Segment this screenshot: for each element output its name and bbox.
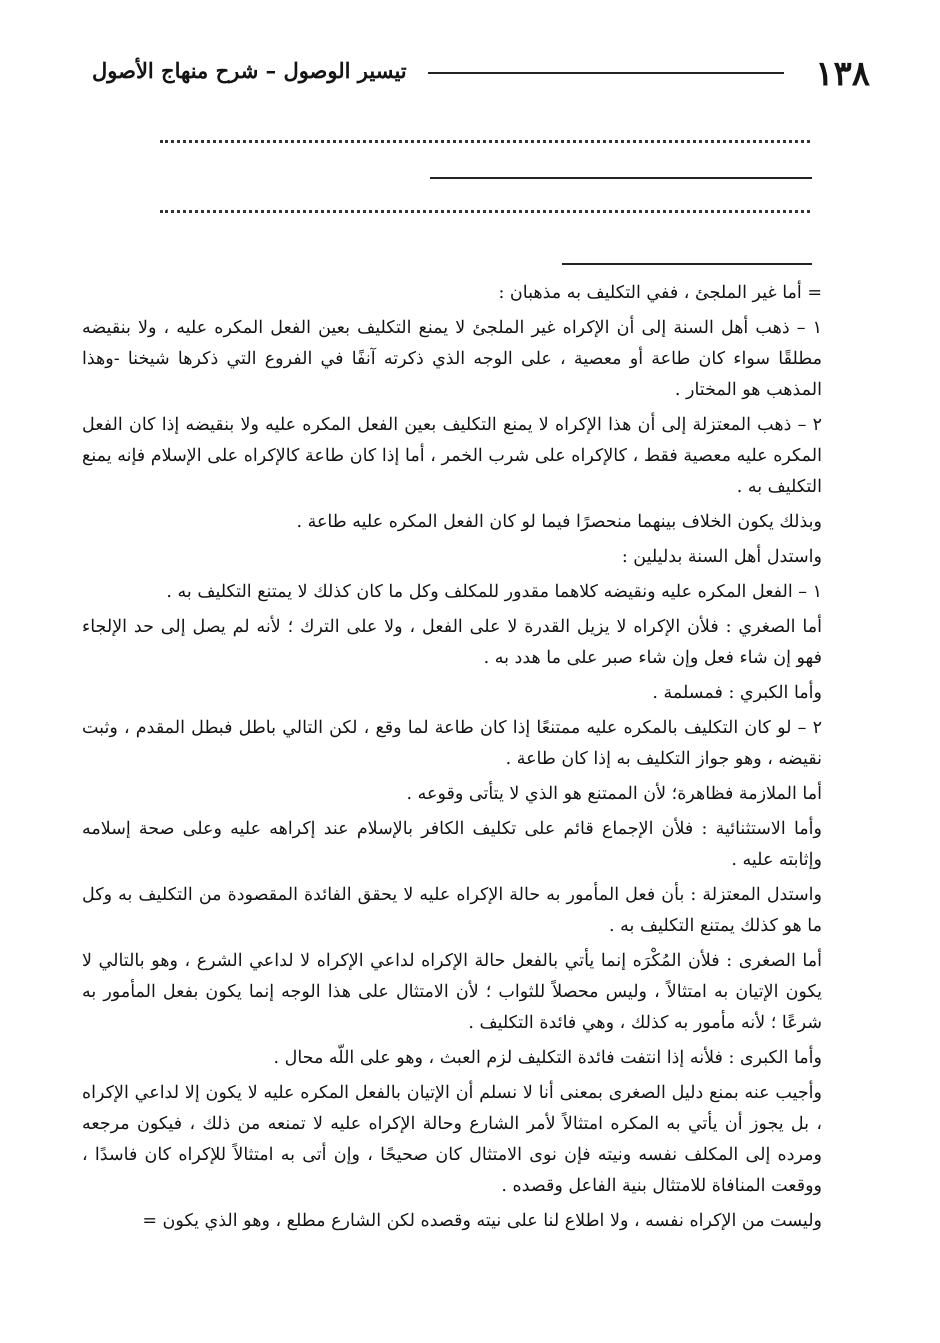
running-title: تيسير الوصول – شرح منهاج الأصول bbox=[92, 58, 407, 83]
footnote-separator bbox=[562, 263, 812, 265]
section-rule-1 bbox=[430, 177, 812, 179]
paragraph: وبذلك يكون الخلاف بينهما منحصرًا فيما لو كان الفعل المكره عليه طاعة . bbox=[296, 512, 822, 532]
paragraph: وأجيب عنه بمنع دليل الصغرى بمعنى أنا لا نسلم أن الإتيان بالفعل المكره عليه لا يكون إلا لداعي الإكراه ، بل يجوز أن يأتي به المكره امتثالاً لأمر الشارع وحالة الإكراه عليه لا تمنعه من ذلك ، فيكون مرجعه ومرده إلى المكلف نفسه ونيته فإن نوى الامتثال كان صحيحًا ، وإن أتى به امتثالاً للإكراه كان فاسدًا ، ووقعت المنافاة للامتثال بنية الفاعل وقصده . bbox=[82, 1083, 822, 1196]
paragraph: ٢ – لو كان التكليف بالمكره عليه ممتنعًا إذا كان طاعة لما وقع ، لكن التالي باطل فبطل المقدم ، وثبت نقيضه ، وهو جواز التكليف به إذا كان طاعة . bbox=[82, 718, 822, 769]
paragraph: = أما غير الملجئ ، ففي التكليف به مذهبان : bbox=[498, 283, 822, 303]
paragraph: أما الملازمة فظاهرة؛ لأن الممتنع هو الذي لا يتأتى وقوعه . bbox=[406, 784, 822, 804]
paragraph: ١ – الفعل المكره عليه ونقيضه كلاهما مقدور للمكلف وكل ما كان كذلك لا يمتنع التكليف به . bbox=[166, 582, 822, 602]
dotted-placeholder-line-2 bbox=[160, 210, 810, 213]
paragraph: وأما الكبري : فمسلمة . bbox=[652, 683, 822, 703]
paragraph: ١ – ذهب أهل السنة إلى أن الإكراه غير الملجئ لا يمنع التكليف بعين الفعل المكره عليه ، ولا بنقيضه مطلقًا سواء كان طاعة أو معصية ، على الوجه الذي ذكرته آنفًا في الفروع التي ذكرها شيخنا -وهذا المذهب هو المختار . bbox=[82, 318, 822, 400]
header-rule bbox=[428, 72, 784, 74]
paragraph: واستدل أهل السنة بدليلين : bbox=[621, 547, 822, 567]
page-number: ١٣٨ bbox=[815, 54, 870, 94]
dotted-placeholder-line-1 bbox=[160, 140, 810, 143]
paragraph: أما الصغري : فلأن الإكراه لا يزيل القدرة لا على الفعل ، ولا على الترك ؛ لأنه لم يصل إلى حد الإلجاء فهو إن شاء فعل وإن شاء صبر على ما هدد به . bbox=[82, 617, 822, 668]
paragraph: وأما الكبرى : فلأنه إذا انتفت فائدة التكليف لزم العبث ، وهو على اللّه محال . bbox=[273, 1048, 822, 1068]
footnote-text bbox=[82, 278, 822, 1241]
paragraph: واستدل المعتزلة : بأن فعل المأمور به حالة الإكراه عليه لا يحقق الفائدة المقصودة من التكليف به وكل ما هو كذلك يمتنع التكليف به . bbox=[82, 885, 822, 936]
paragraph: ٢ – ذهب المعتزلة إلى أن هذا الإكراه لا يمنع التكليف بعين الفعل المكره عليه ولا بنقيضه إذا كان الفعل المكره عليه معصية فقط ، كالإكراه على شرب الخمر ، أما إذا كان طاعة كالإكراه على الإسلام فإنه يمنع التكليف به . bbox=[82, 415, 822, 497]
paragraph: وليست من الإكراه نفسه ، ولا اطلاع لنا على نيته وقصده لكن الشارع مطلع ، وهو الذي يكون = bbox=[142, 1211, 822, 1231]
paragraph: وأما الاستثنائية : فلأن الإجماع قائم على تكليف الكافر بالإسلام عند إكراهه عليه وعلى صحة إسلامه وإثابته عليه . bbox=[82, 819, 822, 870]
paragraph: أما الصغرى : فلأن المُكْرَه إنما يأتي بالفعل حالة الإكراه لداعي الإكراه لا لداعي الشرع ، وهو بالتالي لا يكون الإتيان به امتثالاً ، وليس محصلاً للثواب ؛ لأن الامتثال على هذا الوجه إنما يكون بفعل المأمور به شرعًا ؛ لأنه مأمور به كذلك ، وهي فائدة التكليف . bbox=[82, 951, 822, 1033]
